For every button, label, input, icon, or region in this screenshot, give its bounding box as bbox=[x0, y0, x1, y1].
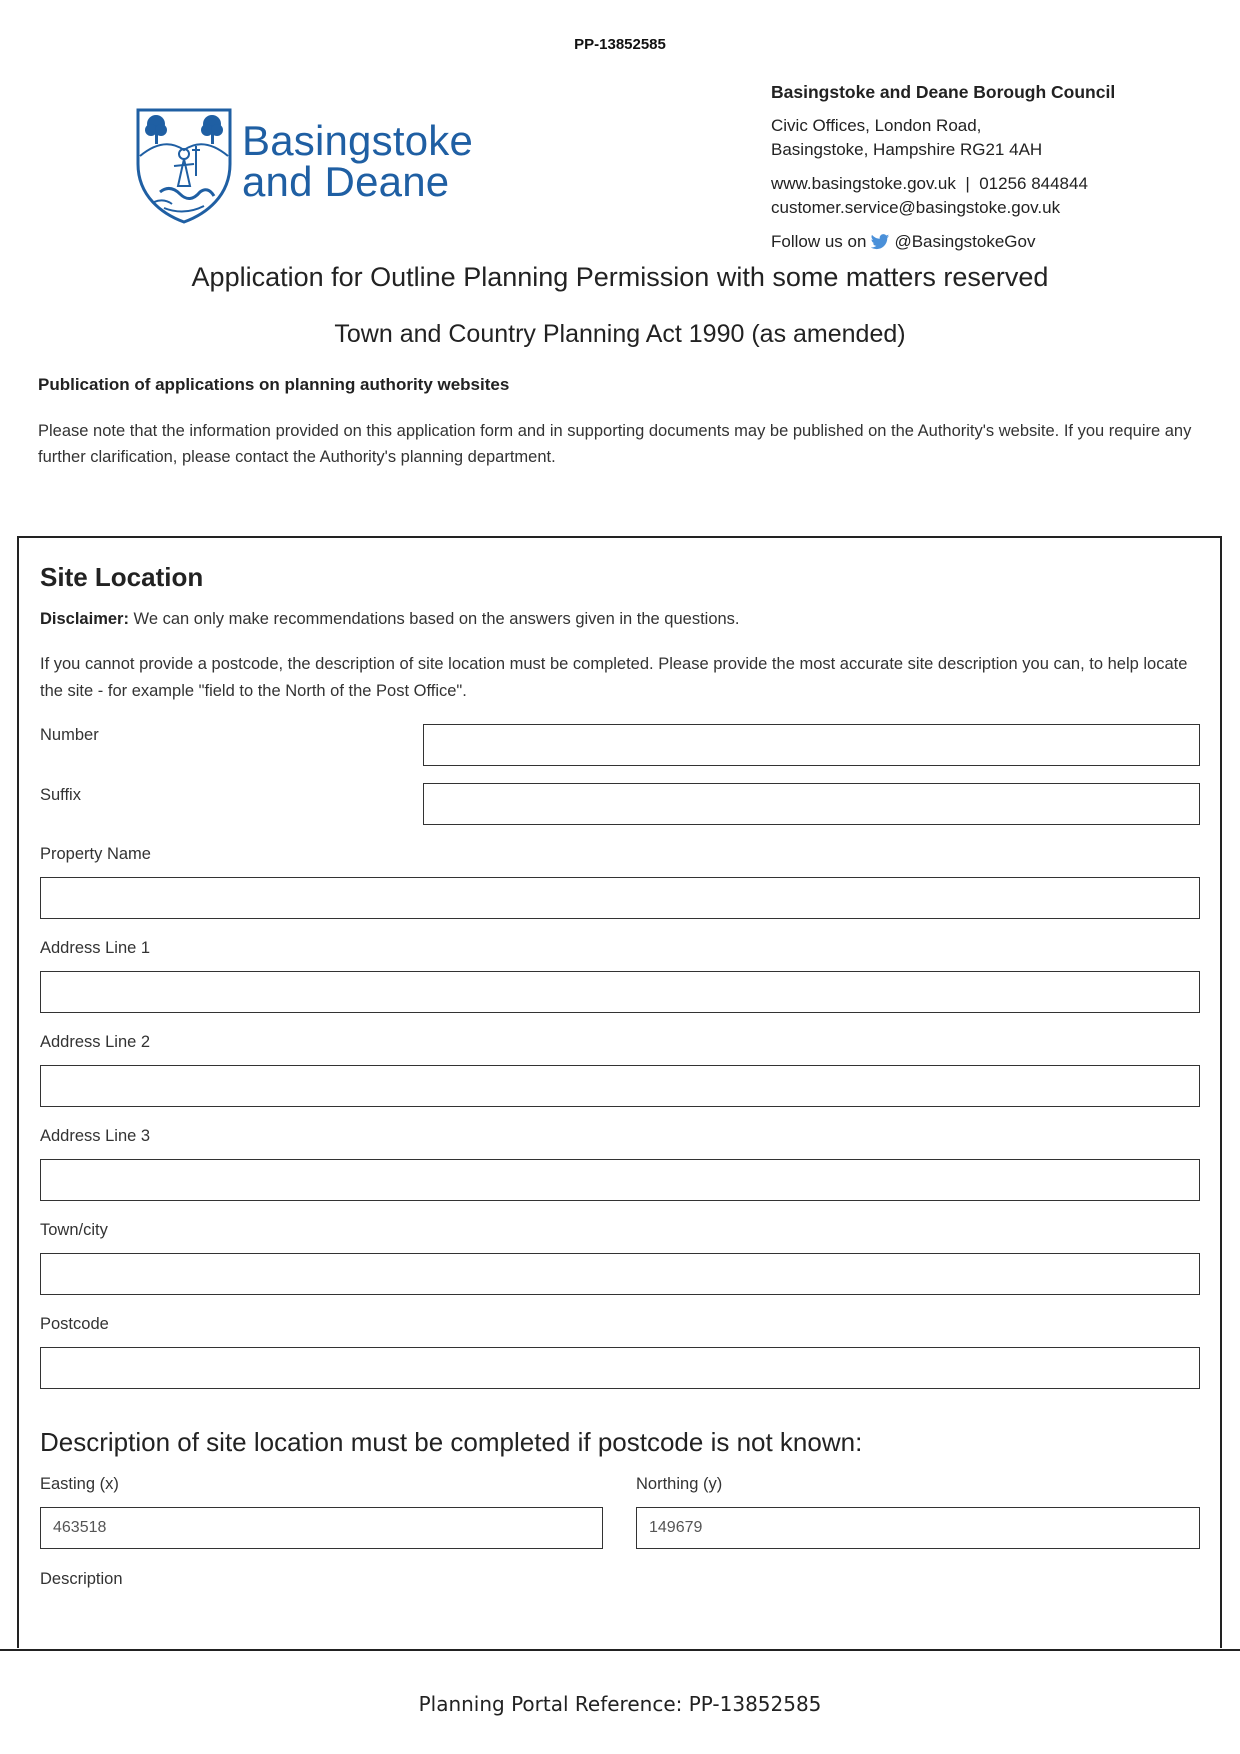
number-label: Number bbox=[40, 726, 99, 744]
easting-input[interactable]: 463518 bbox=[40, 1507, 603, 1549]
town-city-input[interactable] bbox=[40, 1253, 1200, 1295]
property-name-label: Property Name bbox=[40, 845, 151, 863]
description-heading: Description of site location must be completed if postcode is not known: bbox=[40, 1427, 863, 1457]
form-title: Application for Outline Planning Permission with some matters reserved bbox=[191, 262, 1049, 292]
publication-text: Please note that the information provided on this application form and in supporting documents may be published on the Authority's website. If you require any further clarification, please contact the Authority's planning department. bbox=[38, 422, 1192, 466]
address-line2-label: Address Line 2 bbox=[40, 1033, 151, 1051]
disclaimer bbox=[40, 610, 740, 629]
council-contact-block bbox=[771, 80, 1115, 254]
description-label: Description bbox=[40, 1570, 123, 1588]
northing-input[interactable]: 149679 bbox=[636, 1507, 1200, 1549]
address-line2-input[interactable] bbox=[40, 1065, 1200, 1107]
number-input[interactable] bbox=[423, 724, 1200, 766]
suffix-label: Suffix bbox=[40, 786, 81, 804]
postcode-note: If you cannot provide a postcode, the description of site location must be completed. Please provide the most accurate site description you can, to help locate the site - for example "field to the North of the Post Office". bbox=[40, 655, 1188, 700]
footer-reference: Planning Portal Reference: PP-13852585 bbox=[418, 1692, 822, 1716]
form-subtitle: Town and Country Planning Act 1990 (as amended) bbox=[334, 320, 906, 348]
address-line2: Basingstoke, Hampshire RG21 4AH bbox=[771, 140, 1043, 159]
property-name-input[interactable] bbox=[40, 877, 1200, 919]
address-line1-label: Address Line 1 bbox=[40, 939, 151, 957]
disclaimer-label: Disclaimer: bbox=[40, 610, 129, 628]
page-reference: PP-13852585 bbox=[574, 36, 666, 53]
disclaimer-text: We can only make recommendations based on the answers given in the questions. bbox=[128, 610, 740, 628]
address-line1-input[interactable] bbox=[40, 971, 1200, 1013]
address-line3-label: Address Line 3 bbox=[40, 1127, 151, 1145]
page-bottom-rule bbox=[0, 1649, 1240, 1651]
postcode-input[interactable] bbox=[40, 1347, 1200, 1389]
address-line3-input[interactable] bbox=[40, 1159, 1200, 1201]
council-name: Basingstoke and Deane Borough Council bbox=[771, 82, 1116, 102]
address-line1: Civic Offices, London Road, bbox=[771, 116, 982, 135]
follow-us bbox=[771, 230, 1115, 254]
email: customer.service@basingstoke.gov.uk bbox=[771, 198, 1061, 217]
council-logo-wordmark bbox=[242, 117, 474, 205]
logo-text-line1: Basingstoke bbox=[242, 117, 474, 164]
northing-label: Northing (y) bbox=[636, 1475, 723, 1493]
logo-text-line2: and Deane bbox=[242, 158, 450, 205]
postcode-label: Postcode bbox=[40, 1315, 109, 1333]
publication-heading: Publication of applications on planning authority websites bbox=[38, 375, 510, 394]
easting-label: Easting (x) bbox=[40, 1475, 119, 1493]
site-location-heading: Site Location bbox=[40, 562, 204, 592]
twitter-bird-icon bbox=[870, 234, 890, 251]
twitter-handle[interactable]: @BasingstokeGov bbox=[894, 232, 1036, 251]
follow-prefix: Follow us on bbox=[771, 232, 867, 251]
council-crest-logo bbox=[134, 106, 234, 224]
website-phone: www.basingstoke.gov.uk | 01256 844844 bbox=[771, 174, 1088, 193]
town-city-label: Town/city bbox=[40, 1221, 108, 1239]
suffix-input[interactable] bbox=[423, 783, 1200, 825]
